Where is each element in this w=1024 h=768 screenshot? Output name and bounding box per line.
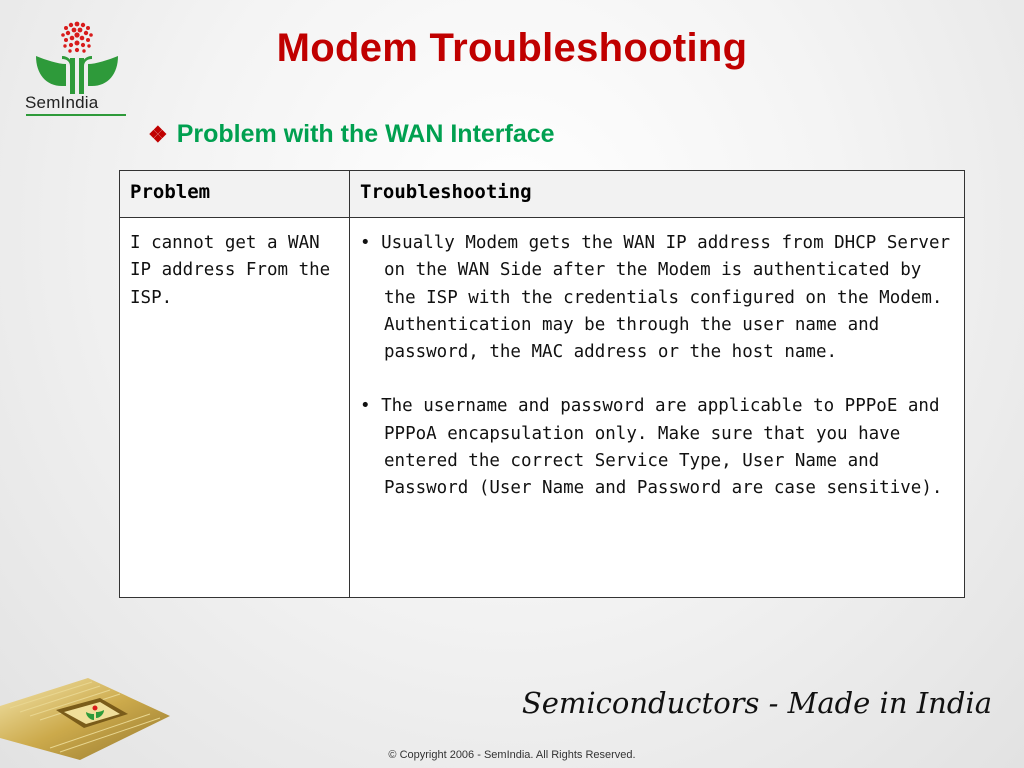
bullet-dot: • xyxy=(360,233,371,253)
table-row xyxy=(120,218,964,597)
diamond-bullet-icon: ❖ xyxy=(148,122,168,147)
table-header-row xyxy=(120,171,964,218)
tagline: Semiconductors - Made in India xyxy=(521,686,992,720)
bullet-dot: • xyxy=(360,396,371,417)
list-item xyxy=(340,393,954,502)
troubleshooting-table xyxy=(119,170,965,598)
logo-underline xyxy=(26,114,126,116)
section-heading-text: Problem with the WAN Interface xyxy=(176,120,555,148)
troubleshooting-text: Usually Modem gets the WAN IP address from DHCP Server on the WAN Side after the Modem is authenticated by the ISP with the credentials configured on the Modem. Authentication may be through the user name and password, the MAC address or the host name. xyxy=(381,233,951,363)
page-title: Modem Troubleshooting xyxy=(276,26,748,70)
list-item xyxy=(340,230,954,366)
troubleshooting-cell xyxy=(350,218,964,597)
logo-text: SemIndia xyxy=(25,93,99,112)
header-problem: Problem xyxy=(120,171,350,217)
section-heading xyxy=(148,120,555,149)
problem-cell: I cannot get a WAN IP address From the ISP. xyxy=(120,218,350,597)
troubleshooting-text: The username and password are applicable to PPPoE and PPPoA encapsulation only. Make sure that you have entered the correct Service Type, User Name and Password (User Name and Password are case sensitive). xyxy=(381,396,943,499)
header-troubleshooting: Troubleshooting xyxy=(360,181,532,203)
copyright: © Copyright 2006 - SemIndia. All Rights Reserved. xyxy=(388,749,636,761)
